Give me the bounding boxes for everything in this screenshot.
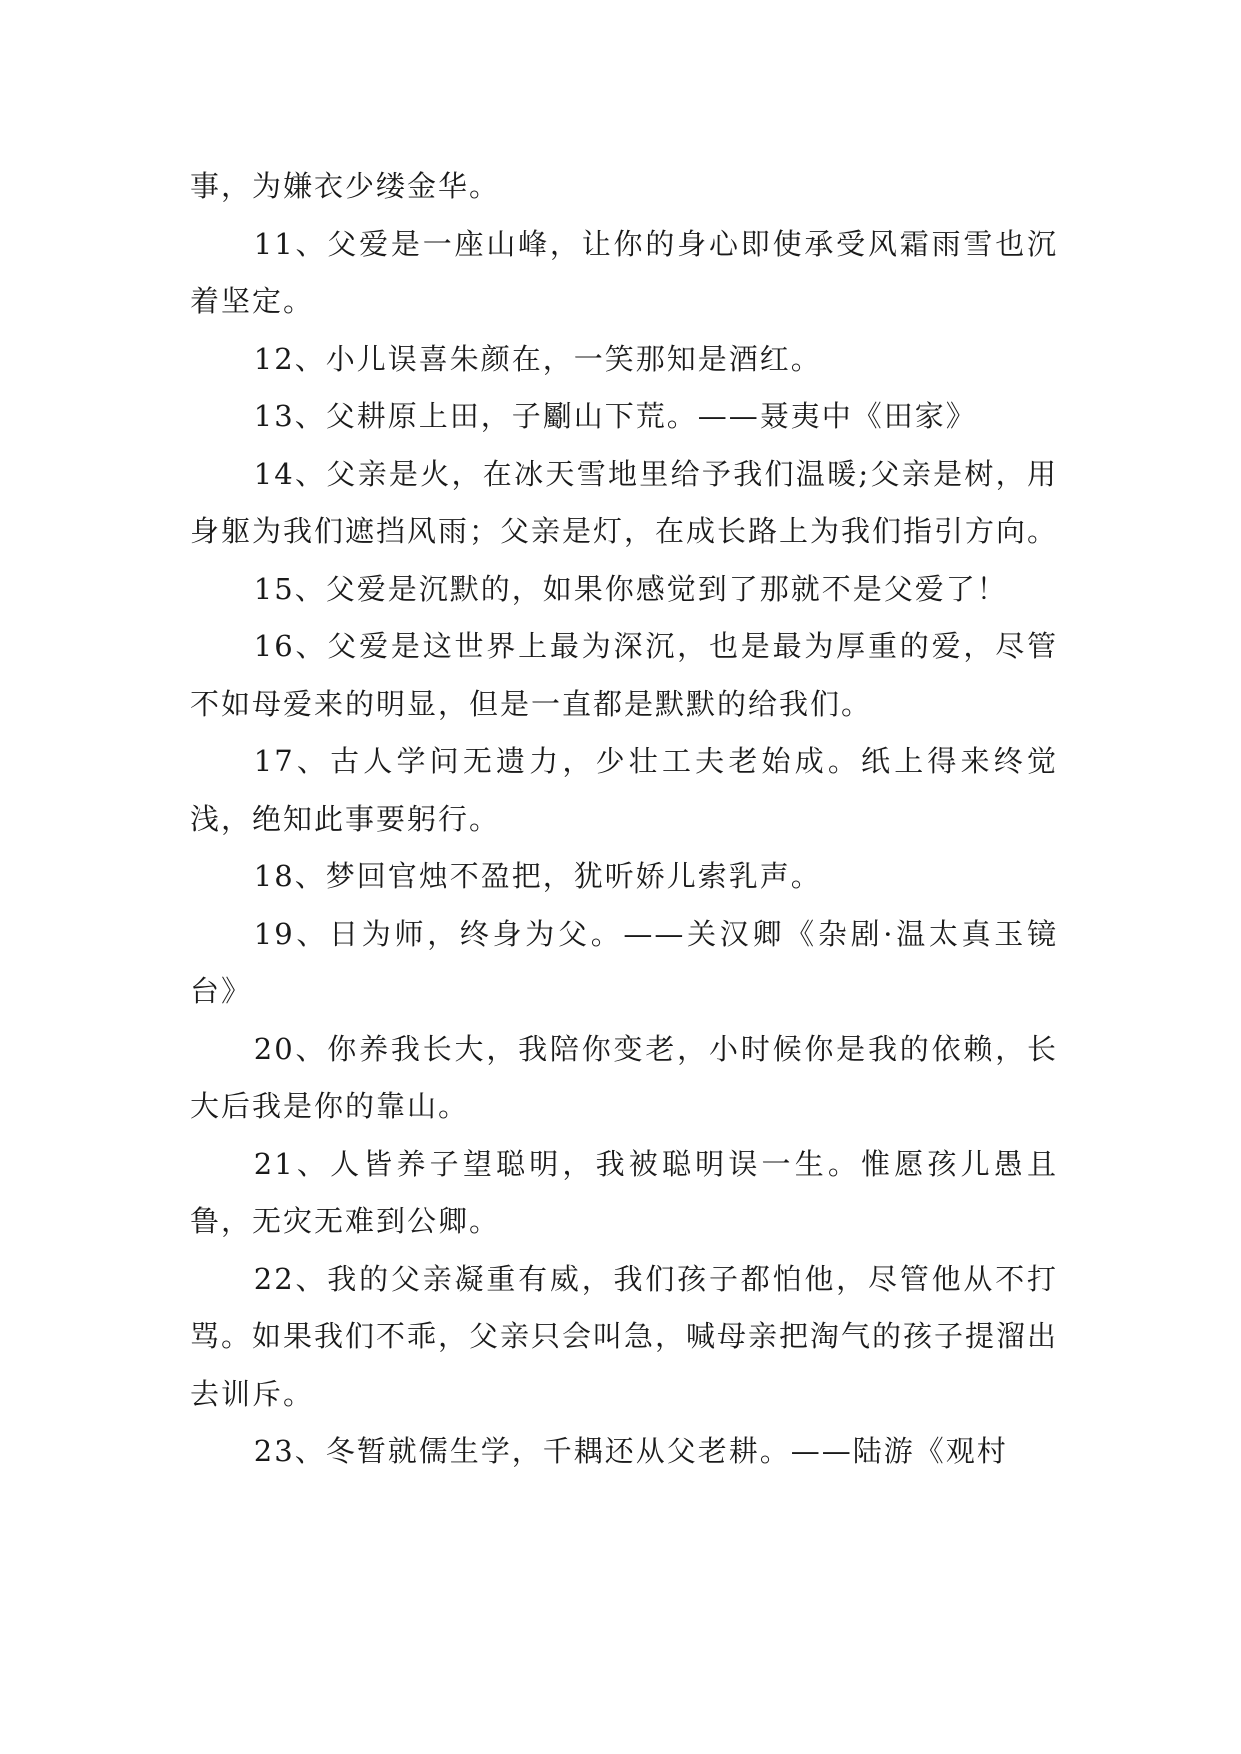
paragraph-21: 21、人皆养子望聪明，我被聪明误一生。惟愿孩儿愚且鲁，无灾无难到公卿。 — [190, 1146, 1058, 1238]
body-text — [190, 158, 1058, 1481]
paragraph-continuation: 事，为嫌衣少缕金华。 — [190, 169, 501, 203]
paragraph-17: 17、古人学问无遗力，少壮工夫老始成。纸上得来终觉浅，绝知此事要躬行。 — [190, 744, 1058, 836]
paragraph-11: 11、父爱是一座山峰，让你的身心即使承受风霜雨雪也沉着坚定。 — [190, 226, 1058, 318]
paragraph-22: 22、我的父亲凝重有威，我们孩子都怕他，尽管他从不打骂。如果我们不乖，父亲只会叫急，喊母亲把淘气的孩子提溜出去训斥。 — [190, 1261, 1059, 1411]
paragraph-15: 15、父爱是沉默的，如果你感觉到了那就不是父爱了！ — [253, 571, 1008, 606]
paragraph-13: 13、父耕原上田，子劚山下荒。——聂夷中《田家》 — [253, 399, 977, 433]
paragraph-16: 16、父爱是这世界上最为深沉，也是最为厚重的爱，尽管不如母爱来的明显，但是一直都是默默的给我们。 — [190, 629, 1058, 721]
paragraph-23: 23、冬暂就儒生学，千耦还从父老耕。——陆游《观村 — [253, 1434, 1008, 1468]
paragraph-19: 19、日为师，终身为父。——关汉卿《杂剧·温太真玉镜台》 — [190, 916, 1058, 1008]
paragraph-20: 20、你养我长大，我陪你变老，小时候你是我的依赖，长大后我是你的靠山。 — [190, 1031, 1058, 1123]
paragraph-12: 12、小儿误喜朱颜在，一笑那知是酒红。 — [253, 341, 822, 376]
paragraph-18: 18、梦回官烛不盈把，犹听娇儿索乳声。 — [253, 859, 822, 893]
paragraph-14: 14、父亲是火，在冰天雪地里给予我们温暖;父亲是树，用身躯为我们遮挡风雨；父亲是灯，在成长路上为我们指引方向。 — [190, 456, 1059, 548]
